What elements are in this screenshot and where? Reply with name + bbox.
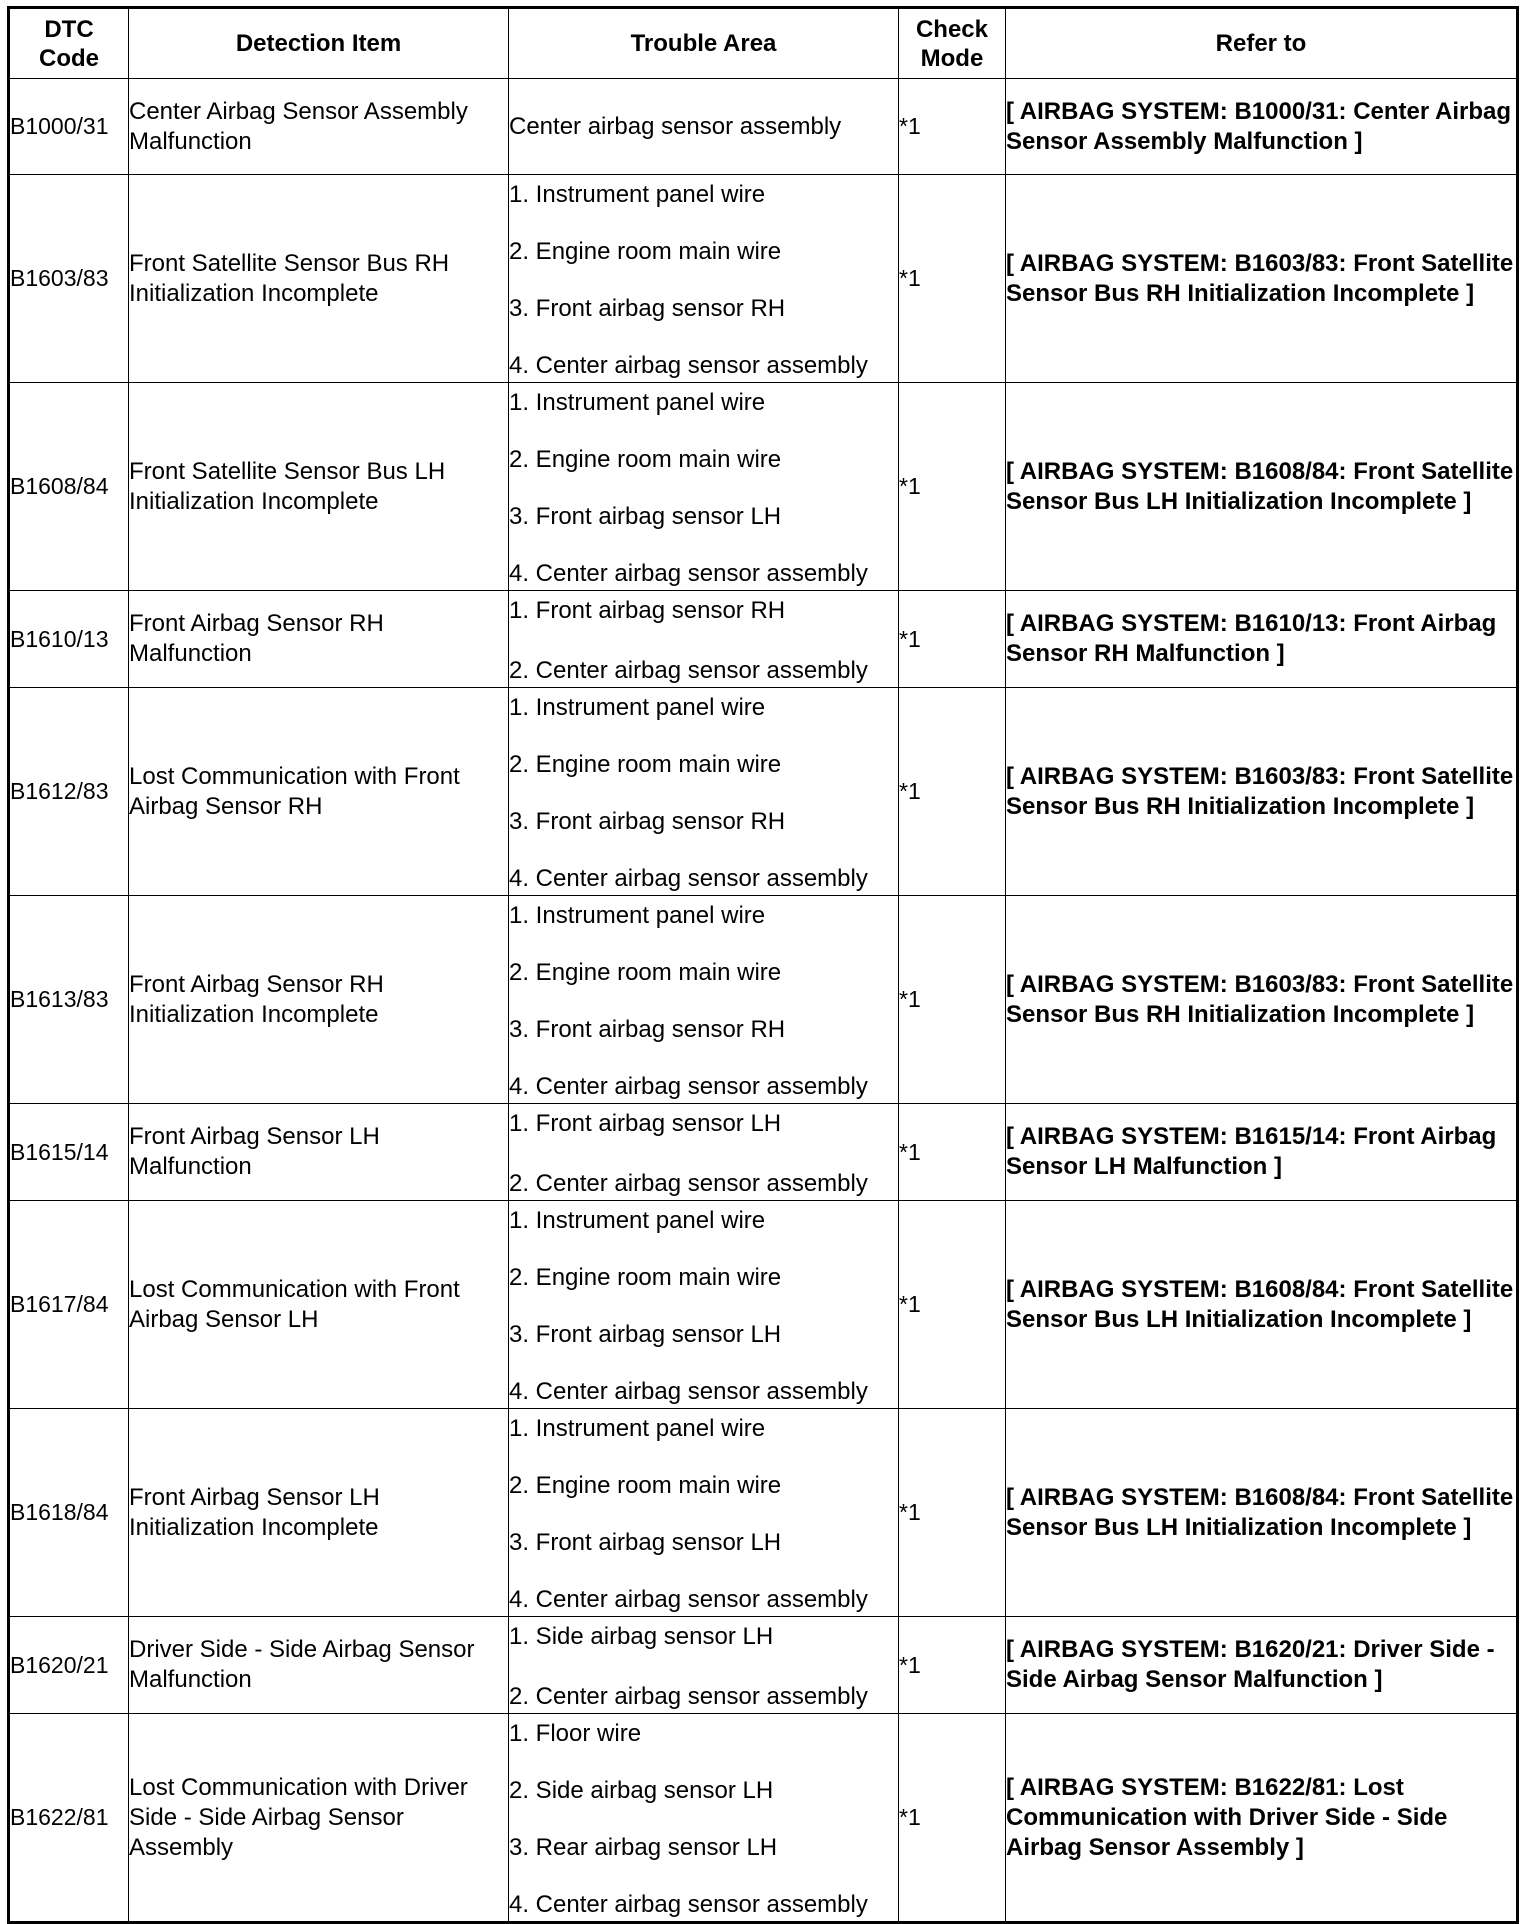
trouble-area-cell [509, 1617, 899, 1714]
check-mode-cell: *1 [899, 1201, 1006, 1409]
trouble-area-line: 4. Center airbag sensor assembly [509, 1586, 868, 1613]
header-check-mode [899, 8, 1006, 79]
refer-to-cell: [ AIRBAG SYSTEM: B1622/81: Lost Communication with Driver Side - Side Airbag Sensor Assembly ] [1006, 1714, 1518, 1923]
detection-item-cell: Lost Communication with Front Airbag Sensor RH [129, 688, 509, 896]
table-row [9, 591, 1518, 688]
trouble-area-line: 4. Center airbag sensor assembly [509, 1378, 868, 1405]
table-row [9, 1714, 1518, 1923]
trouble-area-list [509, 1104, 898, 1200]
dtc-code-cell: B1000/31 [9, 79, 129, 175]
trouble-area-cell [509, 1714, 899, 1923]
header-dtc-code [9, 8, 129, 79]
trouble-area-line: 3. Front airbag sensor RH [509, 1016, 786, 1043]
trouble-area-line: 2. Side airbag sensor LH [509, 1777, 774, 1804]
trouble-area-line: 3. Front airbag sensor LH [509, 1529, 782, 1556]
trouble-area-list [509, 1714, 898, 1921]
table-row [9, 383, 1518, 591]
table-body [9, 79, 1518, 1923]
trouble-area-line: 3. Rear airbag sensor LH [509, 1834, 778, 1861]
trouble-area-list [509, 591, 898, 687]
refer-to-cell: [ AIRBAG SYSTEM: B1608/84: Front Satellite Sensor Bus LH Initialization Incomplete ] [1006, 383, 1518, 591]
detection-item-cell: Lost Communication with Front Airbag Sensor LH [129, 1201, 509, 1409]
trouble-area-list [509, 175, 898, 382]
trouble-area-cell [509, 1201, 899, 1409]
trouble-area-line: 1. Instrument panel wire [509, 389, 766, 416]
trouble-area-list [509, 1201, 898, 1408]
refer-to-cell: [ AIRBAG SYSTEM: B1620/21: Driver Side - Side Airbag Sensor Malfunction ] [1006, 1617, 1518, 1714]
trouble-area-list [509, 1409, 898, 1616]
trouble-area-cell [509, 1104, 899, 1201]
table-row [9, 1409, 1518, 1617]
trouble-area-line: 4. Center airbag sensor assembly [509, 1073, 868, 1100]
refer-to-cell: [ AIRBAG SYSTEM: B1603/83: Front Satellite Sensor Bus RH Initialization Incomplete ] [1006, 688, 1518, 896]
trouble-area-line: 1. Side airbag sensor LH [509, 1623, 774, 1650]
header-row [9, 8, 1518, 79]
trouble-area-line: 4. Center airbag sensor assembly [509, 865, 868, 892]
refer-to-cell: [ AIRBAG SYSTEM: B1603/83: Front Satellite Sensor Bus RH Initialization Incomplete ] [1006, 175, 1518, 383]
check-mode-cell: *1 [899, 896, 1006, 1104]
detection-item-cell: Lost Communication with Driver Side - Side Airbag Sensor Assembly [129, 1714, 509, 1923]
dtc-code-cell: B1617/84 [9, 1201, 129, 1409]
trouble-area-cell [509, 175, 899, 383]
dtc-code-cell: B1615/14 [9, 1104, 129, 1201]
trouble-area-line: 3. Front airbag sensor RH [509, 295, 786, 322]
detection-item-cell: Front Airbag Sensor LH Malfunction [129, 1104, 509, 1201]
dtc-code-cell: B1608/84 [9, 383, 129, 591]
header-refer-to: Refer to [1006, 8, 1518, 79]
check-mode-cell: *1 [899, 688, 1006, 896]
header-detection-item: Detection Item [129, 8, 509, 79]
table-row [9, 688, 1518, 896]
detection-item-cell: Front Airbag Sensor LH Initialization Incomplete [129, 1409, 509, 1617]
trouble-area-line: 1. Front airbag sensor RH [509, 597, 786, 624]
table-row [9, 1201, 1518, 1409]
detection-item-cell: Front Satellite Sensor Bus RH Initialization Incomplete [129, 175, 509, 383]
trouble-area-list [509, 896, 898, 1103]
trouble-area-line: Center airbag sensor assembly [509, 112, 842, 140]
check-mode-cell: *1 [899, 383, 1006, 591]
check-mode-cell: *1 [899, 1104, 1006, 1201]
trouble-area-line: 2. Center airbag sensor assembly [509, 1683, 868, 1710]
trouble-area-line: 4. Center airbag sensor assembly [509, 560, 868, 587]
dtc-code-cell: B1613/83 [9, 896, 129, 1104]
header-check-mode-line2: Mode [920, 44, 984, 72]
dtc-code-cell: B1622/81 [9, 1714, 129, 1923]
detection-item-cell: Driver Side - Side Airbag Sensor Malfunction [129, 1617, 509, 1714]
trouble-area-cell [509, 79, 899, 175]
trouble-area-line: 1. Front airbag sensor LH [509, 1110, 782, 1137]
refer-to-cell: [ AIRBAG SYSTEM: B1610/13: Front Airbag Sensor RH Malfunction ] [1006, 591, 1518, 688]
trouble-area-line: 2. Engine room main wire [509, 1472, 782, 1499]
trouble-area-list [509, 383, 898, 590]
trouble-area-list [509, 1617, 898, 1713]
check-mode-cell: *1 [899, 1714, 1006, 1923]
check-mode-cell: *1 [899, 591, 1006, 688]
detection-item-cell: Front Satellite Sensor Bus LH Initialization Incomplete [129, 383, 509, 591]
refer-to-cell: [ AIRBAG SYSTEM: B1603/83: Front Satellite Sensor Bus RH Initialization Incomplete ] [1006, 896, 1518, 1104]
refer-to-cell: [ AIRBAG SYSTEM: B1615/14: Front Airbag Sensor LH Malfunction ] [1006, 1104, 1518, 1201]
dtc-code-cell: B1610/13 [9, 591, 129, 688]
trouble-area-line: 2. Engine room main wire [509, 446, 782, 473]
trouble-area-line: 1. Floor wire [509, 1720, 642, 1747]
table-row [9, 1617, 1518, 1714]
trouble-area-cell [509, 1409, 899, 1617]
check-mode-cell: *1 [899, 175, 1006, 383]
trouble-area-cell [509, 896, 899, 1104]
trouble-area-line: 4. Center airbag sensor assembly [509, 352, 868, 379]
detection-item-cell: Front Airbag Sensor RH Initialization Incomplete [129, 896, 509, 1104]
trouble-area-line: 1. Instrument panel wire [509, 1415, 766, 1442]
trouble-area-line: 2. Center airbag sensor assembly [509, 1170, 868, 1197]
trouble-area-line: 2. Engine room main wire [509, 959, 782, 986]
dtc-code-cell: B1618/84 [9, 1409, 129, 1617]
detection-item-cell: Center Airbag Sensor Assembly Malfunction [129, 79, 509, 175]
dtc-code-cell: B1612/83 [9, 688, 129, 896]
header-dtc-code-line2: Code [39, 44, 99, 72]
table-row [9, 175, 1518, 383]
trouble-area-line: 1. Instrument panel wire [509, 694, 766, 721]
trouble-area-line: 3. Front airbag sensor RH [509, 808, 786, 835]
header-trouble-area: Trouble Area [509, 8, 899, 79]
dtc-table [7, 6, 1519, 1924]
check-mode-cell: *1 [899, 1409, 1006, 1617]
dtc-code-cell: B1603/83 [9, 175, 129, 383]
refer-to-cell: [ AIRBAG SYSTEM: B1608/84: Front Satellite Sensor Bus LH Initialization Incomplete ] [1006, 1201, 1518, 1409]
trouble-area-line: 1. Instrument panel wire [509, 902, 766, 929]
table-row [9, 1104, 1518, 1201]
trouble-area-line: 2. Engine room main wire [509, 238, 782, 265]
trouble-area-list [509, 688, 898, 895]
header-dtc-code-line1: DTC [44, 15, 94, 43]
trouble-area-line: 2. Engine room main wire [509, 1264, 782, 1291]
table-row [9, 896, 1518, 1104]
dtc-code-cell: B1620/21 [9, 1617, 129, 1714]
table-row [9, 79, 1518, 175]
trouble-area-line: 4. Center airbag sensor assembly [509, 1891, 868, 1918]
refer-to-cell: [ AIRBAG SYSTEM: B1000/31: Center Airbag Sensor Assembly Malfunction ] [1006, 79, 1518, 175]
check-mode-cell: *1 [899, 79, 1006, 175]
trouble-area-line: 3. Front airbag sensor LH [509, 1321, 782, 1348]
trouble-area-line: 1. Instrument panel wire [509, 1207, 766, 1234]
check-mode-cell: *1 [899, 1617, 1006, 1714]
trouble-area-cell [509, 383, 899, 591]
trouble-area-cell [509, 591, 899, 688]
trouble-area-line: 3. Front airbag sensor LH [509, 503, 782, 530]
trouble-area-line: 2. Engine room main wire [509, 751, 782, 778]
detection-item-cell: Front Airbag Sensor RH Malfunction [129, 591, 509, 688]
refer-to-cell: [ AIRBAG SYSTEM: B1608/84: Front Satellite Sensor Bus LH Initialization Incomplete ] [1006, 1409, 1518, 1617]
trouble-area-line: 2. Center airbag sensor assembly [509, 657, 868, 684]
header-check-mode-line1: Check [915, 15, 989, 43]
trouble-area-line: 1. Instrument panel wire [509, 181, 766, 208]
trouble-area-cell [509, 688, 899, 896]
